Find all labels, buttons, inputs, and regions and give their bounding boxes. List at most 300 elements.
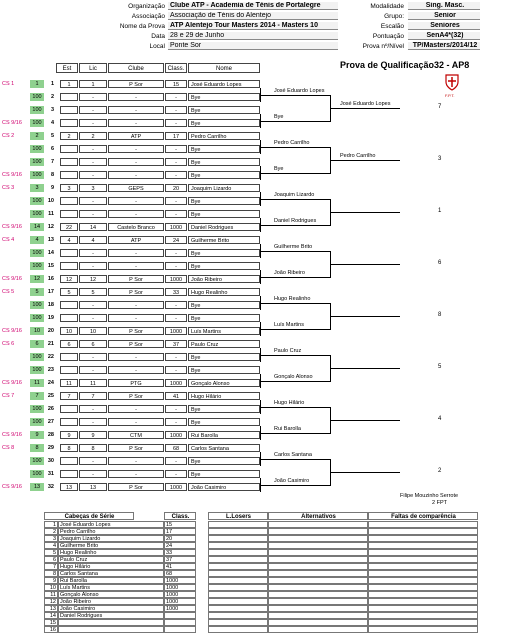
summary-no-show: [368, 542, 478, 549]
points-cell: 6: [30, 340, 44, 348]
summary-no-show: [368, 584, 478, 591]
bracket-line: [260, 199, 330, 200]
class-cell: -: [165, 119, 187, 127]
est-cell: 2: [60, 132, 78, 140]
class-cell: -: [165, 158, 187, 166]
summary-row-number: 11: [44, 591, 58, 598]
class-cell: -: [165, 171, 187, 179]
clube-cell: -: [108, 249, 164, 257]
player-name: João Ribeiro: [188, 275, 260, 283]
nivel-value: TP/Masters/2014/12: [408, 42, 480, 50]
est-cell: 22: [60, 223, 78, 231]
summary-row-number: 9: [44, 577, 58, 584]
class-cell: -: [165, 249, 187, 257]
player-name: Bye: [188, 158, 260, 166]
draw-position: 27: [47, 419, 54, 425]
col-clube: Clube: [108, 63, 164, 73]
player-name: Luís Martins: [188, 327, 260, 335]
draw-position: 13: [47, 237, 54, 243]
lic-cell: 14: [79, 223, 107, 231]
summary-no-show: [368, 563, 478, 570]
summary-seed-name: José Eduardo Lopes: [58, 521, 164, 528]
class-cell: 1000: [165, 223, 187, 231]
player-name: Bye: [188, 262, 260, 270]
summary-no-show: [368, 556, 478, 563]
summary-seed-name: Guilherme Brito: [58, 542, 164, 549]
draw-position: 7: [50, 159, 54, 165]
grupo-label: Grupo:: [384, 13, 404, 20]
points-cell: 5: [30, 288, 44, 296]
seed-tag: CS 4: [2, 237, 15, 243]
lic-cell: -: [79, 366, 107, 374]
draw-position: 26: [47, 406, 54, 412]
summary-lucky-loser: [208, 584, 268, 591]
class-cell: -: [165, 93, 187, 101]
local-label: Local: [149, 43, 165, 50]
points-cell: 9: [30, 431, 44, 439]
player-name: Bye: [188, 405, 260, 413]
bracket-line: [260, 355, 330, 356]
clube-cell: P Sor: [108, 340, 164, 348]
summary-class: 1000: [164, 591, 196, 598]
summary-lucky-loser: [208, 626, 268, 633]
clube-cell: CTM: [108, 431, 164, 439]
player-name: Bye: [188, 314, 260, 322]
escalao-value: Seniores: [408, 22, 480, 30]
round2-winner: Bye: [274, 166, 284, 172]
seed-tag: CS 6: [2, 341, 15, 347]
grupo-value: Senior: [408, 12, 480, 20]
summary-no-show: [368, 612, 478, 619]
lic-cell: -: [79, 418, 107, 426]
col-nome: Nome: [188, 63, 260, 73]
est-cell: 5: [60, 288, 78, 296]
summary-no-show: [368, 598, 478, 605]
round2-winner: Hugo Realinho: [274, 296, 311, 302]
summary-no-show: [368, 570, 478, 577]
class-cell: -: [165, 366, 187, 374]
est-cell: [60, 210, 78, 218]
summary-row-number: 6: [44, 556, 58, 563]
round2-winner: João Casimiro: [274, 478, 310, 484]
clube-cell: P Sor: [108, 80, 164, 88]
bracket-line: [260, 147, 330, 148]
assoc-value: Associação de Ténis do Alentejo: [168, 12, 338, 20]
bracket-line: [260, 303, 330, 304]
points-cell: 13: [30, 483, 44, 491]
est-cell: [60, 262, 78, 270]
summary-alternate: [268, 528, 368, 535]
bracket-line: [260, 251, 330, 252]
est-cell: 3: [60, 184, 78, 192]
lic-cell: -: [79, 145, 107, 153]
player-name: Bye: [188, 171, 260, 179]
points-cell: 3: [30, 184, 44, 192]
points-cell: 100: [30, 145, 44, 153]
seed-tag: CS 8: [2, 445, 15, 451]
round2-winner: Joaquim Lizardo: [274, 192, 315, 198]
fpt-logo-icon: [444, 74, 460, 92]
bracket-line: [330, 472, 400, 473]
draw-position: 32: [47, 484, 54, 490]
qualifier-number: 2: [438, 468, 442, 474]
summary-alternate: [268, 549, 368, 556]
player-name: Hugo Hilário: [188, 392, 260, 400]
lic-cell: 3: [79, 184, 107, 192]
draw-position: 1: [50, 81, 54, 87]
points-cell: 100: [30, 418, 44, 426]
col-est: Est: [56, 63, 78, 73]
bracket-line: [260, 277, 330, 278]
class-cell: -: [165, 470, 187, 478]
draw-position: 14: [47, 250, 54, 256]
draw-position: 21: [47, 341, 54, 347]
points-cell: 4: [30, 236, 44, 244]
points-cell: 100: [30, 106, 44, 114]
summary-class: 33: [164, 549, 196, 556]
est-cell: 10: [60, 327, 78, 335]
summary-lucky-loser: [208, 605, 268, 612]
lic-cell: 2: [79, 132, 107, 140]
player-name: Gonçalo Alonso: [188, 379, 260, 387]
summary-seed-name: João Ribeiro: [58, 598, 164, 605]
pontuacao-label: Pontuação: [372, 33, 404, 40]
summary-no-show: [368, 626, 478, 633]
lic-cell: -: [79, 249, 107, 257]
summary-alternate: [268, 605, 368, 612]
est-cell: [60, 314, 78, 322]
lic-cell: 1: [79, 80, 107, 88]
summary-class: [164, 619, 196, 626]
clube-cell: -: [108, 353, 164, 361]
lic-cell: -: [79, 119, 107, 127]
summary-row-number: 13: [44, 605, 58, 612]
player-name: Bye: [188, 249, 260, 257]
class-cell: -: [165, 262, 187, 270]
est-cell: [60, 249, 78, 257]
player-name: Bye: [188, 301, 260, 309]
lic-cell: -: [79, 314, 107, 322]
class-cell: -: [165, 106, 187, 114]
draw-position: 9: [50, 185, 54, 191]
summary-lucky-loser: [208, 521, 268, 528]
summary-alternate: [268, 591, 368, 598]
summary-seed-name: Carlos Santana: [58, 570, 164, 577]
round2-winner: Hugo Hilário: [274, 400, 305, 406]
summary-class: 24: [164, 542, 196, 549]
summary-alternate: [268, 563, 368, 570]
bracket-line: [330, 108, 400, 109]
prova-value: ATP Alentejo Tour Masters 2014 - Masters 10: [168, 22, 338, 30]
summary-row-number: 12: [44, 598, 58, 605]
summary-lucky-loser: [208, 542, 268, 549]
summary-alternate: [268, 556, 368, 563]
class-cell: 17: [165, 132, 187, 140]
seed-tag: CS 3: [2, 185, 15, 191]
data-value: 28 e 29 de Junho: [168, 32, 338, 40]
lic-cell: 10: [79, 327, 107, 335]
summary-seed-name: João Casimiro: [58, 605, 164, 612]
draw-position: 25: [47, 393, 54, 399]
round2-winner: Gonçalo Alonso: [274, 374, 313, 380]
summary-no-show: [368, 619, 478, 626]
draw-position: 23: [47, 367, 54, 373]
est-cell: [60, 145, 78, 153]
bracket-line: [330, 316, 400, 317]
clube-cell: -: [108, 314, 164, 322]
player-name: João Casimiro: [188, 483, 260, 491]
est-cell: [60, 158, 78, 166]
summary-class: 15: [164, 521, 196, 528]
summary-lucky-loser: [208, 591, 268, 598]
clube-cell: P Sor: [108, 483, 164, 491]
lic-cell: 8: [79, 444, 107, 452]
est-cell: [60, 353, 78, 361]
clube-cell: -: [108, 119, 164, 127]
clube-cell: -: [108, 457, 164, 465]
referee-sub: 2 FPT: [432, 500, 447, 506]
summary-alternate: [268, 577, 368, 584]
lic-cell: 4: [79, 236, 107, 244]
clube-cell: Castelo Branco: [108, 223, 164, 231]
round2-winner: Carlos Santana: [274, 452, 312, 458]
points-cell: 100: [30, 470, 44, 478]
draw-position: 11: [48, 211, 54, 217]
qualifier-number: 3: [438, 156, 442, 162]
player-name: Bye: [188, 197, 260, 205]
player-name: Paulo Cruz: [188, 340, 260, 348]
player-name: Bye: [188, 145, 260, 153]
draw-position: 5: [50, 133, 54, 139]
points-cell: 100: [30, 119, 44, 127]
summary-lucky-loser: [208, 598, 268, 605]
lic-cell: -: [79, 210, 107, 218]
est-cell: [60, 106, 78, 114]
seed-tag: CS 9/16: [2, 484, 22, 490]
summary-class: 37: [164, 556, 196, 563]
summary-seed-name: Daniel Rodrigues: [58, 612, 164, 619]
points-cell: 100: [30, 210, 44, 218]
est-cell: [60, 366, 78, 374]
summary-lucky-loser: [208, 535, 268, 542]
summary-row-number: 1: [44, 521, 58, 528]
summary-alternate: [268, 584, 368, 591]
points-cell: 2: [30, 132, 44, 140]
clube-cell: -: [108, 262, 164, 270]
points-cell: 100: [30, 366, 44, 374]
lic-cell: 6: [79, 340, 107, 348]
draw-title: Prova de Qualificação32 - AP8: [340, 60, 470, 70]
lic-cell: 9: [79, 431, 107, 439]
summary-seed-name: Luís Martins: [58, 584, 164, 591]
draw-position: 31: [47, 471, 54, 477]
summary-row-number: 5: [44, 549, 58, 556]
class-cell: -: [165, 457, 187, 465]
class-cell: 68: [165, 444, 187, 452]
summary-row-number: 4: [44, 542, 58, 549]
summary-no-show: [368, 528, 478, 535]
clube-cell: -: [108, 93, 164, 101]
clube-cell: P Sor: [108, 327, 164, 335]
clube-cell: PTG: [108, 379, 164, 387]
est-cell: 1: [60, 80, 78, 88]
round3-winner: José Eduardo Lopes: [340, 101, 391, 107]
bracket-line: [260, 407, 330, 408]
est-cell: [60, 418, 78, 426]
est-cell: 11: [60, 379, 78, 387]
draw-position: 2: [50, 94, 54, 100]
draw-position: 3: [50, 107, 54, 113]
round3-winner: Pedro Carrilho: [340, 153, 376, 159]
summary-row-number: 15: [44, 619, 58, 626]
lic-cell: -: [79, 405, 107, 413]
player-name: Joaquim Lizardo: [188, 184, 260, 192]
lic-cell: 12: [79, 275, 107, 283]
summary-no-show: [368, 591, 478, 598]
points-cell: 14: [30, 223, 44, 231]
draw-position: 12: [47, 224, 54, 230]
player-name: Bye: [188, 119, 260, 127]
points-cell: 100: [30, 197, 44, 205]
summary-no-show: [368, 577, 478, 584]
class-cell: 1000: [165, 275, 187, 283]
class-cell: 1000: [165, 431, 187, 439]
seed-tag: CS 9/16: [2, 224, 22, 230]
round2-winner: Bye: [274, 114, 284, 120]
lic-cell: -: [79, 106, 107, 114]
class-cell: -: [165, 353, 187, 361]
col-lic: Lic: [79, 63, 107, 73]
est-cell: 7: [60, 392, 78, 400]
local-value: Ponte Sor: [168, 42, 338, 50]
bracket-line: [260, 225, 330, 226]
bracket-line: [260, 173, 330, 174]
summary-row-number: 3: [44, 535, 58, 542]
summary-class: [164, 612, 196, 619]
seed-tag: CS 2: [2, 133, 15, 139]
summary-lucky-loser: [208, 528, 268, 535]
clube-cell: -: [108, 158, 164, 166]
points-cell: 8: [30, 444, 44, 452]
est-cell: 8: [60, 444, 78, 452]
summary-seed-name: Joaquim Lizardo: [58, 535, 164, 542]
clube-cell: P Sor: [108, 275, 164, 283]
bracket-line: [260, 121, 330, 122]
clube-cell: -: [108, 301, 164, 309]
summary-class: [164, 626, 196, 633]
summary-no-show: [368, 535, 478, 542]
player-name: José Eduardo Lopes: [188, 80, 260, 88]
modalidade-value: Sing. Masc.: [408, 2, 480, 10]
summary-row-number: 7: [44, 563, 58, 570]
class-cell: -: [165, 418, 187, 426]
est-cell: [60, 119, 78, 127]
col-class: Class.: [165, 63, 187, 73]
summary-class: 1000: [164, 598, 196, 605]
summary-seed-name: Paulo Cruz: [58, 556, 164, 563]
est-cell: [60, 470, 78, 478]
draw-position: 17: [47, 289, 54, 295]
summary-alternate: [268, 535, 368, 542]
summary-row-number: 14: [44, 612, 58, 619]
player-name: Bye: [188, 457, 260, 465]
summary-no-show: [368, 521, 478, 528]
lic-cell: -: [79, 262, 107, 270]
bracket-line: [260, 329, 330, 330]
clube-cell: ATP: [108, 236, 164, 244]
summary-lucky-loser: [208, 619, 268, 626]
class-cell: 33: [165, 288, 187, 296]
org-label: Organização: [128, 3, 165, 10]
clube-cell: GEPS: [108, 184, 164, 192]
qualifier-number: 1: [438, 208, 442, 214]
est-cell: 9: [60, 431, 78, 439]
draw-position: 24: [47, 380, 54, 386]
summary-class: 20: [164, 535, 196, 542]
points-cell: 12: [30, 275, 44, 283]
lic-cell: 5: [79, 288, 107, 296]
draw-position: 30: [47, 458, 54, 464]
qualifier-number: 6: [438, 260, 442, 266]
summary-class: 17: [164, 528, 196, 535]
bracket-line: [330, 212, 400, 213]
points-cell: 100: [30, 457, 44, 465]
class-cell: 1000: [165, 483, 187, 491]
draw-position: 8: [50, 172, 54, 178]
bracket-line: [330, 420, 400, 421]
points-cell: 100: [30, 353, 44, 361]
draw-position: 29: [47, 445, 54, 451]
summary-alternate: [268, 570, 368, 577]
clube-cell: P Sor: [108, 392, 164, 400]
draw-position: 15: [47, 263, 54, 269]
class-cell: -: [165, 405, 187, 413]
round2-winner: Paulo Cruz: [274, 348, 302, 354]
summary-header: Class.: [164, 512, 196, 520]
data-label: Data: [151, 33, 165, 40]
clube-cell: -: [108, 470, 164, 478]
summary-seed-name: [58, 626, 164, 633]
est-cell: [60, 405, 78, 413]
bracket-line: [260, 459, 330, 460]
draw-position: 19: [47, 315, 54, 321]
draw-position: 18: [47, 302, 54, 308]
qualifier-number: 4: [438, 416, 442, 422]
nivel-label: Prova nº/Nível: [362, 43, 404, 50]
summary-header: Alternativos: [268, 512, 368, 520]
summary-row-number: 16: [44, 626, 58, 633]
seed-tag: CS 9/16: [2, 328, 22, 334]
summary-seed-name: Rui Barolla: [58, 577, 164, 584]
bracket-line: [260, 433, 330, 434]
player-name: Pedro Carrilho: [188, 132, 260, 140]
draw-position: 4: [50, 120, 54, 126]
points-cell: 100: [30, 301, 44, 309]
qualifier-number: 7: [438, 104, 442, 110]
class-cell: 37: [165, 340, 187, 348]
lic-cell: 11: [79, 379, 107, 387]
player-name: Bye: [188, 366, 260, 374]
player-name: Bye: [188, 418, 260, 426]
seed-tag: CS 9/16: [2, 172, 22, 178]
summary-alternate: [268, 612, 368, 619]
points-cell: 100: [30, 249, 44, 257]
seed-tag: CS 5: [2, 289, 15, 295]
player-name: Rui Barolla: [188, 431, 260, 439]
player-name: Bye: [188, 93, 260, 101]
summary-header: L.Losers: [208, 512, 268, 520]
modalidade-label: Modalidade: [370, 3, 404, 10]
